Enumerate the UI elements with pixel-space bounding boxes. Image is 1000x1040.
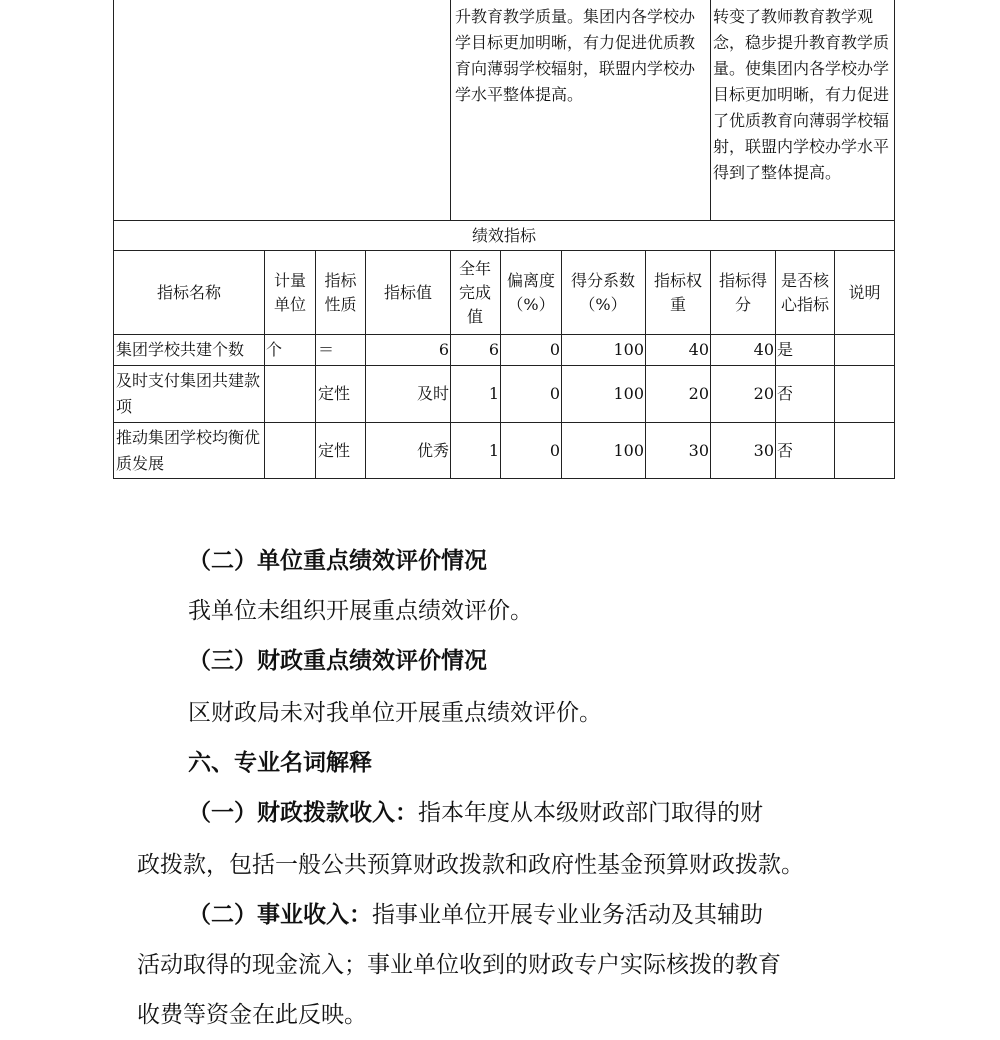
header-completed: 全年完成值 [458,258,491,326]
heading-glossary: 六、专业名词解释 [188,750,372,776]
indicator-coef: 100 [613,441,644,460]
indicator-score: 30 [753,441,774,460]
header-note: 说明 [848,282,881,302]
indicator-coef: 100 [613,384,644,403]
paragraph-finance-evaluation: 区财政局未对我单位开展重点绩效评价。 [188,700,602,726]
indicator-unit: 个 [266,340,283,359]
indicator-weight: 30 [688,441,709,460]
glossary-definition: 指本年度从本级财政部门取得的财 [418,800,763,826]
plan-text-cell: 升教育教学质量。集团内各学校办学目标更加明晰，有力促进优质教育向薄弱学校辐射，联盟内学校办学水平整体提高。 [455,7,696,104]
header-weight: 指标权重 [653,270,702,314]
indicator-deviation: 0 [549,441,560,460]
indicator-value: 及时 [416,384,449,403]
indicator-value: 优秀 [416,441,449,460]
indicator-weight: 20 [688,384,709,403]
indicator-name: 集团学校共建个数 [116,340,245,359]
header-name: 指标名称 [156,282,221,302]
header-unit: 计量单位 [273,270,306,314]
header-nature: 指标性质 [324,270,357,314]
header-deviation: 偏离度（%） [506,270,555,314]
actual-text-cell: 转变了教师教育教学观念，稳步提升教育教学质量。使集团内各学校办学目标更加明晰，有力促进了优质教育向薄弱学校辐射，联盟内学校办学水平得到了整体提高。 [713,7,890,182]
indicator-nature: ＝ [318,340,335,359]
indicator-score: 20 [753,384,774,403]
indicator-core: 否 [777,441,794,460]
indicator-coef: 100 [613,340,644,359]
indicator-done: 1 [488,384,499,403]
header-value: 指标值 [383,282,432,302]
glossary-item-2-line-1 [188,900,763,930]
indicator-done: 6 [488,340,499,359]
indicator-nature: 定性 [318,384,351,403]
indicator-core: 否 [777,384,794,403]
heading-finance-evaluation: （三）财政重点绩效评价情况 [188,648,487,674]
glossary-item-1-line-1 [188,798,763,828]
indicator-deviation: 0 [549,384,560,403]
indicator-name: 推动集团学校均衡优质发展 [116,428,261,473]
glossary-term: （一）财政拨款收入： [188,800,418,826]
glossary-definition: 指事业单位开展专业业务活动及其辅助 [372,902,763,928]
header-core: 是否核心指标 [780,270,829,314]
glossary-item-2-line-3: 收费等资金在此反映。 [137,1002,367,1028]
header-coefficient: 得分系数（%） [570,270,635,314]
paragraph-unit-evaluation: 我单位未组织开展重点绩效评价。 [188,598,533,624]
heading-unit-evaluation: （二）单位重点绩效评价情况 [188,548,487,574]
glossary-item-1-line-2: 政拨款，包括一般公共预算财政拨款和政府性基金预算财政拨款。 [137,852,804,878]
glossary-item-2-line-2: 活动取得的现金流入；事业单位收到的财政专户实际核拨的教育 [137,952,781,978]
indicator-score: 40 [753,340,774,359]
indicator-nature: 定性 [318,441,351,460]
indicator-weight: 40 [688,340,709,359]
header-score: 指标得分 [718,270,767,314]
indicator-core: 是 [777,340,794,359]
indicator-done: 1 [488,441,499,460]
indicator-value: 6 [438,340,449,359]
section-title: 绩效指标 [471,225,536,245]
glossary-term: （二）事业收入： [188,902,372,928]
indicator-deviation: 0 [549,340,560,359]
indicator-name: 及时支付集团共建款项 [116,371,261,416]
